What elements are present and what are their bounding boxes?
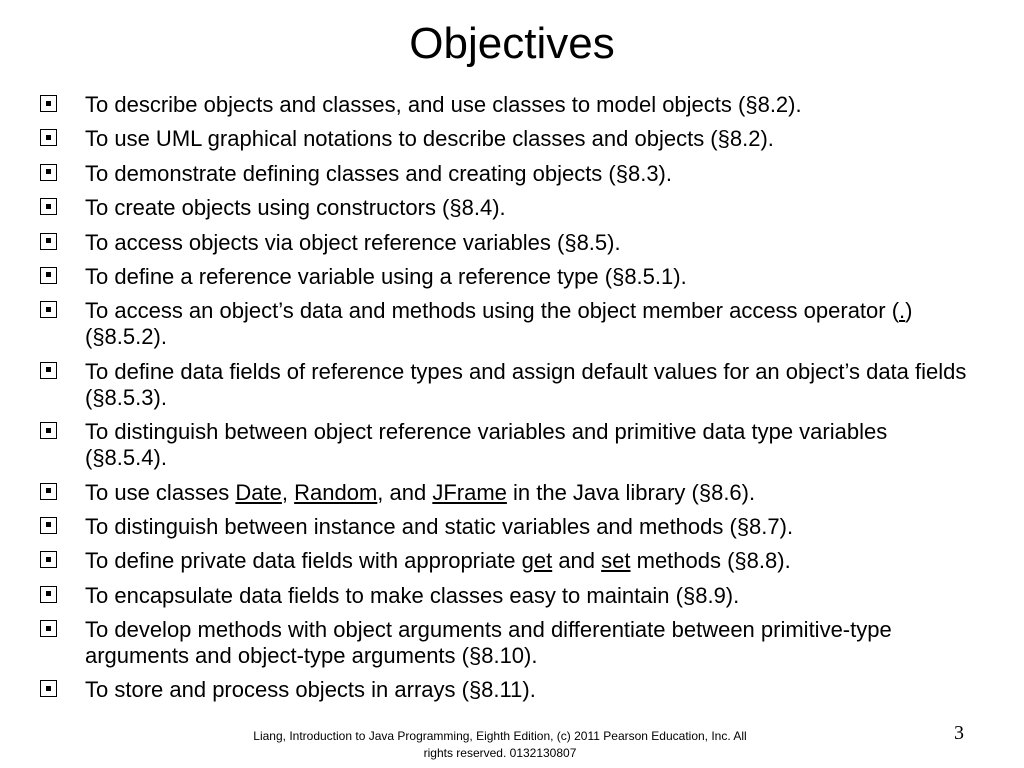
slide-footer bbox=[200, 728, 800, 762]
objective-text bbox=[85, 419, 887, 470]
boxed-square-bullet-icon bbox=[40, 267, 57, 284]
objectives-list bbox=[40, 92, 970, 712]
objective-item bbox=[40, 359, 970, 411]
objective-text bbox=[85, 195, 506, 220]
objective-text bbox=[85, 617, 892, 668]
boxed-square-bullet-icon bbox=[40, 164, 57, 181]
objective-text-segment: and bbox=[552, 548, 602, 574]
objective-text bbox=[85, 92, 802, 117]
boxed-square-bullet-icon bbox=[40, 198, 57, 215]
boxed-square-bullet-icon bbox=[40, 483, 57, 500]
underlined-term: Random bbox=[294, 479, 378, 505]
underlined-term: set bbox=[601, 548, 631, 574]
objective-text-segment: To distinguish between object reference variables and primitive data type variables (§8.5.4). bbox=[85, 419, 888, 471]
boxed-square-bullet-icon bbox=[40, 233, 57, 250]
objective-item bbox=[40, 195, 970, 221]
objective-item bbox=[40, 126, 970, 152]
boxed-square-bullet-icon bbox=[40, 129, 57, 146]
page-number: 3 bbox=[954, 722, 964, 744]
objective-item bbox=[40, 419, 970, 471]
objective-item bbox=[40, 677, 970, 703]
objective-text-segment: To define a reference variable using a reference type (§8.5.1). bbox=[85, 263, 687, 289]
objective-text bbox=[85, 264, 687, 289]
objective-text-segment: To demonstrate defining classes and creating objects (§8.3). bbox=[85, 160, 672, 186]
objective-text-segment: To use classes bbox=[85, 479, 236, 505]
objective-item bbox=[40, 230, 970, 256]
objective-item bbox=[40, 92, 970, 118]
objective-item bbox=[40, 583, 970, 609]
boxed-square-bullet-icon bbox=[40, 680, 57, 697]
footer-line: rights reserved. 0132130807 bbox=[423, 746, 577, 760]
objective-text-segment: To develop methods with object arguments and differentiate between primitive-type arguments and object-type arguments (§8.10). bbox=[85, 617, 892, 669]
objective-text bbox=[85, 548, 791, 573]
objective-item bbox=[40, 548, 970, 574]
slide-title: Objectives bbox=[409, 19, 615, 68]
objective-text bbox=[85, 230, 621, 255]
boxed-square-bullet-icon bbox=[40, 620, 57, 637]
objective-text-segment: To store and process objects in arrays (§8.11). bbox=[85, 677, 536, 703]
objective-text-segment: To access an object’s data and methods using the object member access operator ( bbox=[85, 298, 900, 324]
objective-text-segment: To encapsulate data fields to make classes easy to maintain (§8.9). bbox=[85, 582, 740, 608]
underlined-term: . bbox=[899, 298, 906, 324]
objective-text-segment: To create objects using constructors (§8.4). bbox=[85, 195, 506, 221]
boxed-square-bullet-icon bbox=[40, 551, 57, 568]
boxed-square-bullet-icon bbox=[40, 586, 57, 603]
boxed-square-bullet-icon bbox=[40, 301, 57, 318]
objective-text-segment: To access objects via object reference variables (§8.5). bbox=[85, 229, 621, 255]
underlined-term: Date bbox=[235, 479, 282, 505]
objective-text-segment: To distinguish between instance and static variables and methods (§8.7). bbox=[85, 513, 794, 539]
objective-text-segment: To use UML graphical notations to describe classes and objects (§8.2). bbox=[85, 126, 774, 152]
objective-text-segment: To define data fields of reference types and assign default values for an object’s data fields (§8.5.3). bbox=[85, 358, 967, 410]
objective-item bbox=[40, 514, 970, 540]
objective-text bbox=[85, 126, 774, 151]
objective-item bbox=[40, 298, 970, 350]
objective-text bbox=[85, 359, 966, 410]
objective-text bbox=[85, 161, 672, 186]
objective-text-segment: methods (§8.8). bbox=[630, 548, 791, 574]
boxed-square-bullet-icon bbox=[40, 422, 57, 439]
objective-text-segment: , and bbox=[377, 479, 433, 505]
objective-item bbox=[40, 161, 970, 187]
footer-line: Liang, Introduction to Java Programming, Eighth Edition, (c) 2011 Pearson Education, Inc. All bbox=[253, 729, 747, 743]
objective-text bbox=[85, 298, 913, 349]
objective-text-segment: To describe objects and classes, and use classes to model objects (§8.2). bbox=[85, 92, 802, 117]
objective-item bbox=[40, 617, 970, 669]
boxed-square-bullet-icon bbox=[40, 362, 57, 379]
objective-text bbox=[85, 514, 793, 539]
objective-text-segment: To define private data fields with appropriate bbox=[85, 548, 522, 574]
objective-text bbox=[85, 583, 739, 608]
underlined-term: get bbox=[521, 548, 553, 574]
underlined-term: JFrame bbox=[432, 479, 507, 505]
boxed-square-bullet-icon bbox=[40, 95, 57, 112]
boxed-square-bullet-icon bbox=[40, 517, 57, 534]
objective-item bbox=[40, 480, 970, 506]
objective-text bbox=[85, 480, 755, 505]
objective-text-segment: ) (§8.5.2). bbox=[85, 298, 913, 350]
objective-text-segment: , bbox=[281, 479, 295, 505]
objective-item bbox=[40, 264, 970, 290]
objective-text bbox=[85, 677, 536, 702]
objective-text-segment: in the Java library (§8.6). bbox=[506, 479, 756, 505]
